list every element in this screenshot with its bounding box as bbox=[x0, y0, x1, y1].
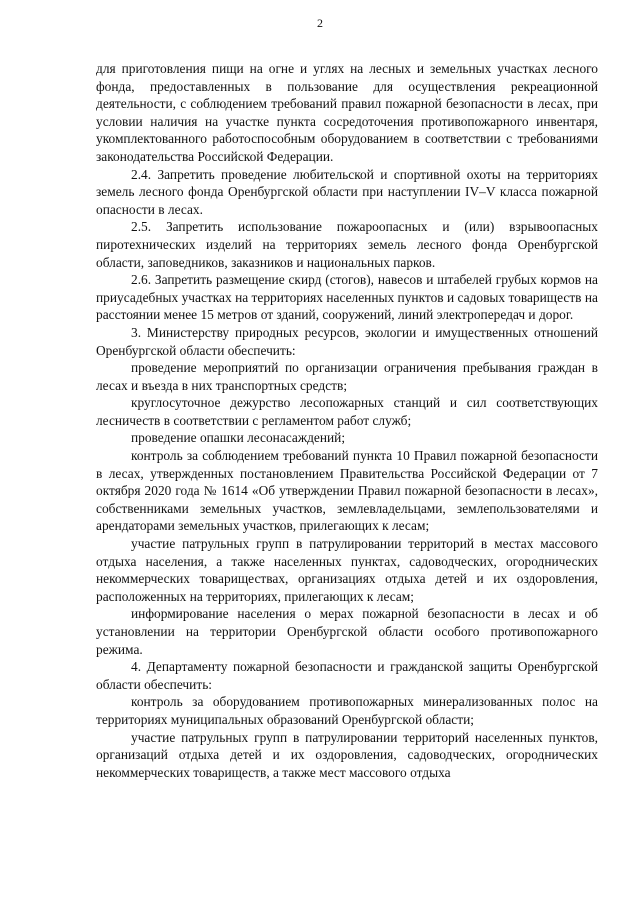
paragraph: контроль за соблюдением требований пункта 10 Правил пожарной безопасности в лесах, утвержденных постановлением Правительства Российской Федерации от 7 октября 2020 года № 1614 «Об утверждении Правил пожарной безопасности в лесах», собственниками земельных участков, землевладельцами, землепользователями и арендаторами земельных участков, прилегающих к лесам; bbox=[96, 448, 598, 534]
paragraph: контроль за оборудованием противопожарных минерализованных полос на территориях муниципальных образований Оренбургской области; bbox=[96, 694, 598, 727]
paragraph: участие патрульных групп в патрулировании территорий населенных пунктов, организаций отдыха детей и их оздоровления, садоводческих, огороднических некоммерческих товариществ, а также мест массового отдыха bbox=[96, 729, 598, 780]
paragraph: круглосуточное дежурство лесопожарных станций и сил соответствующих лесничеств в соответствии с регламентом работ служб; bbox=[96, 395, 598, 428]
paragraph: для приготовления пищи на огне и углях на лесных и земельных участках лесного фонда, предоставленных в пользование для осуществления рекреационной деятельности, с соблюдением требований правил пожарной безопасности в лесах, при условии наличия на участке пункта сосредоточения противопожарного инвентаря, укомплектованного работоспособным оборудованием в соответствии с требованиями законодательства Российской Федерации. bbox=[96, 61, 598, 164]
document-body bbox=[96, 60, 598, 781]
paragraph: участие патрульных групп в патрулировании территорий в местах массового отдыха населения, а также населенных пунктах, садоводческих, огороднических некоммерческих товариществах, организациях отдыха детей и их оздоровления, расположенных на территориях, прилегающих к лесам; bbox=[96, 536, 598, 604]
paragraph: 2.4. Запретить проведение любительской и спортивной охоты на территориях земель лесного фонда Оренбургской области при наступлении IV–V класса пожарной опасности в лесах. bbox=[96, 166, 598, 217]
paragraph: проведение мероприятий по организации ограничения пребывания граждан в лесах и въезда в них транспортных средств; bbox=[96, 360, 598, 393]
paragraph: 3. Министерству природных ресурсов, экологии и имущественных отношений Оренбургской области обеспечить: bbox=[96, 324, 598, 358]
paragraph: информирование населения о мерах пожарной безопасности в лесах и об установлении на территории Оренбургской области особого противопожарного режима. bbox=[96, 606, 598, 657]
paragraph: проведение опашки лесонасаждений; bbox=[131, 430, 346, 446]
paragraph: 4. Департаменту пожарной безопасности и гражданской защиты Оренбургской области обеспечить: bbox=[96, 659, 598, 692]
paragraph: 2.5. Запретить использование пожароопасных и (или) взрывоопасных пиротехнических изделий на территориях земель лесного фонда Оренбургской области, заповедников, заказников и национальных парков. bbox=[96, 219, 598, 270]
page-number: 2 bbox=[317, 16, 323, 30]
paragraph: 2.6. Запретить размещение скирд (стогов), навесов и штабелей грубых кормов на приусадебных участках на территориях населенных пунктов и садовых товариществ на расстоянии менее 15 метров от зданий, сооружений, линий электропередач и дорог. bbox=[96, 272, 598, 323]
